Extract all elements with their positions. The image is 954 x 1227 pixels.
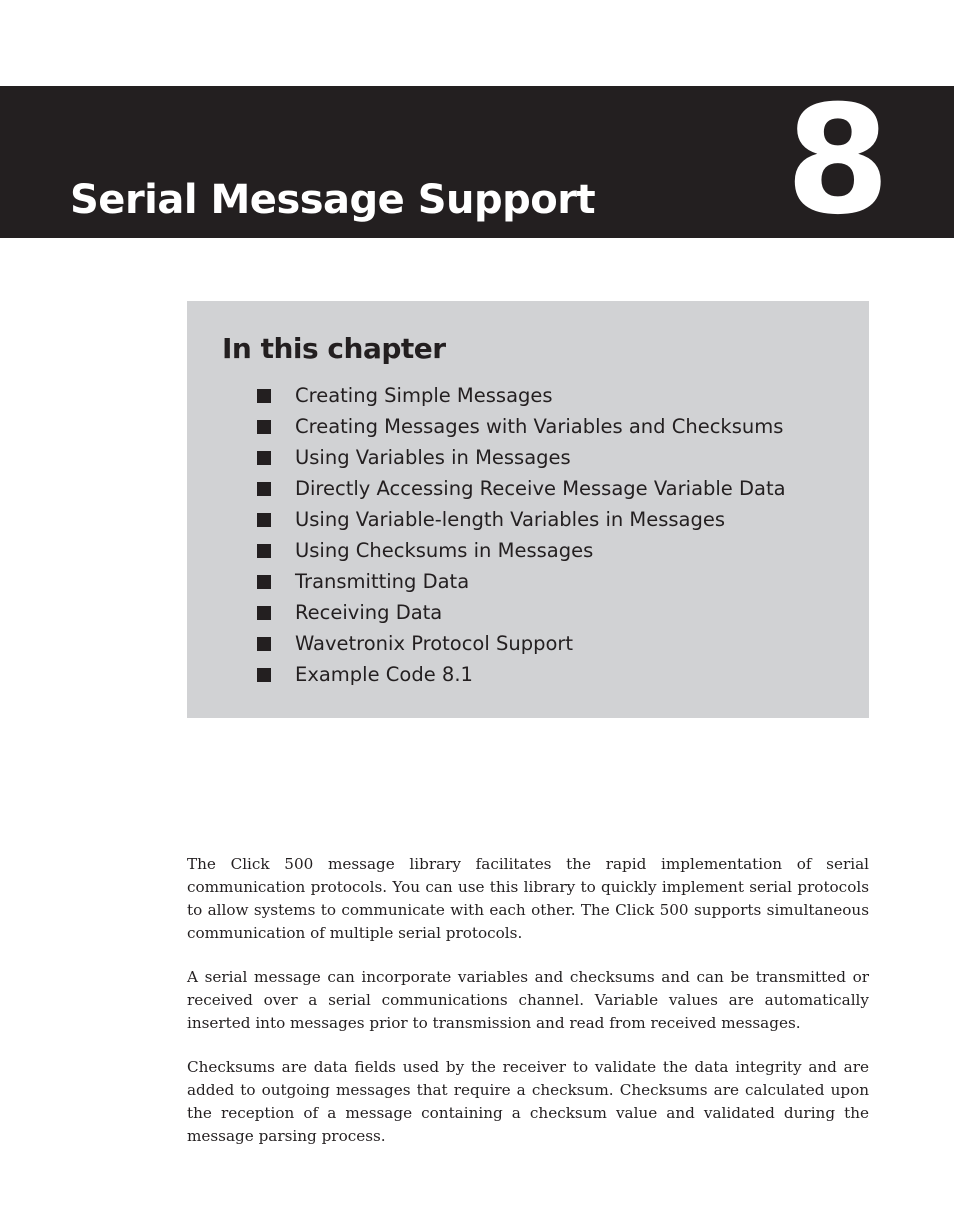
topic-label: Using Variables in Messages <box>295 446 571 469</box>
chapter-topic-list <box>257 380 786 690</box>
square-bullet-icon <box>257 451 271 465</box>
square-bullet-icon <box>257 637 271 651</box>
square-bullet-icon <box>257 606 271 620</box>
topic-label: Transmitting Data <box>295 570 470 593</box>
body-paragraph: The Click 500 message library facilitates the rapid implementation of serial communication protocols. You can use this library to quickly implement serial protocols to allow systems to communicate with each other. The Click 500 supports simultaneous communication of multiple serial protocols. <box>187 855 869 942</box>
topic-label: Using Variable-length Variables in Messages <box>295 508 726 531</box>
topic-label: Creating Messages with Variables and Checksums <box>295 415 784 438</box>
topic-item <box>257 566 786 597</box>
square-bullet-icon <box>257 389 271 403</box>
topic-label: Using Checksums in Messages <box>295 539 594 562</box>
chapter-contents-box <box>187 301 869 718</box>
topic-item <box>257 380 786 411</box>
topic-item <box>257 473 786 504</box>
topic-item <box>257 442 786 473</box>
topic-label: Example Code 8.1 <box>295 663 473 686</box>
chapter-number: 8 <box>785 74 890 248</box>
topic-item <box>257 411 786 442</box>
body-paragraph: A serial message can incorporate variables and checksums and can be transmitted or received over a serial communications channel. Variable values are automatically inserted into messages prior to transmission and read from received messages. <box>187 968 869 1032</box>
body-paragraph: Checksums are data fields used by the receiver to validate the data integrity and are added to outgoing messages that require a checksum. Checksums are calculated upon the reception of a message containing a checksum value and validated during the message parsing process. <box>187 1058 869 1145</box>
topic-item <box>257 628 786 659</box>
square-bullet-icon <box>257 420 271 434</box>
topic-label: Directly Accessing Receive Message Variable Data <box>295 477 786 500</box>
chapter-contents-heading: In this chapter <box>222 332 446 365</box>
body-text <box>187 853 869 1169</box>
square-bullet-icon <box>257 544 271 558</box>
chapter-title: Serial Message Support <box>70 177 596 223</box>
topic-item <box>257 597 786 628</box>
topic-item <box>257 535 786 566</box>
square-bullet-icon <box>257 513 271 527</box>
square-bullet-icon <box>257 668 271 682</box>
topic-label: Creating Simple Messages <box>295 384 553 407</box>
square-bullet-icon <box>257 482 271 496</box>
topic-item <box>257 659 786 690</box>
square-bullet-icon <box>257 575 271 589</box>
topic-label: Receiving Data <box>295 601 443 624</box>
topic-label: Wavetronix Protocol Support <box>295 632 574 655</box>
topic-item <box>257 504 786 535</box>
